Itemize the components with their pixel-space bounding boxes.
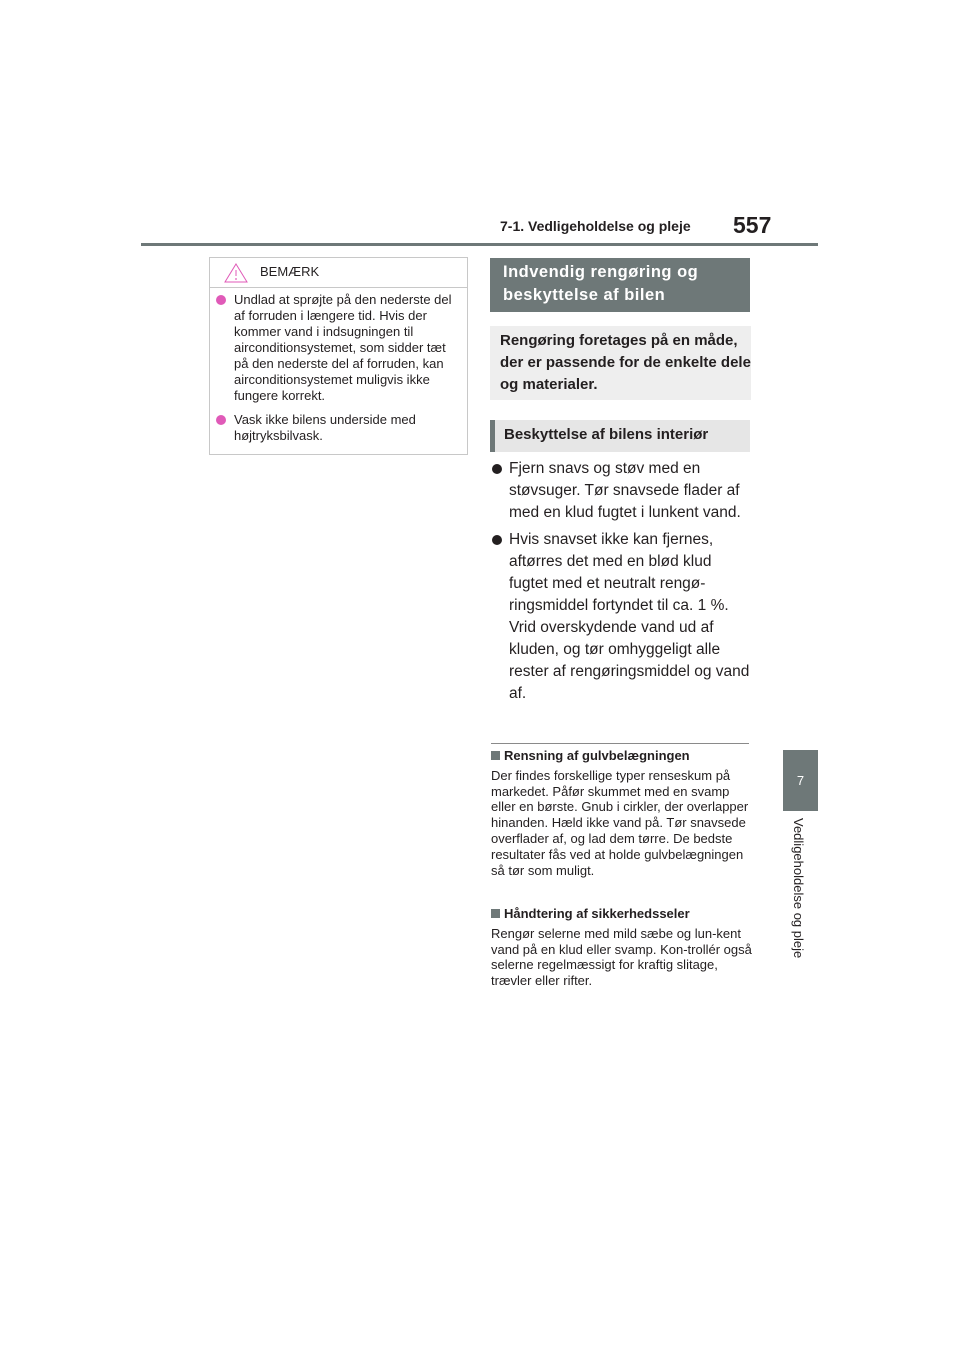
list-item (491, 529, 753, 705)
notice-item-text: Undlad at sprøjte på den nederste del af forruden i længere tid. Hvis der kommer vand i indsugningen til airconditionsystemet, som sidder tæt på den nederste del af forruden, kan airconditionsystemet muligvis ikke fungere korrekt. (234, 292, 452, 403)
belts-section (491, 906, 753, 989)
belts-text: Rengør selerne med mild sæbe og lun-kent vand på en klud eller svamp. Kon-trollér også selerne regelmæssigt for kraftig slitage, trævler eller rifter. (491, 925, 752, 989)
floor-heading (491, 748, 753, 764)
floor-section (491, 748, 753, 878)
list-item (491, 458, 753, 524)
bullet-dot-icon (216, 295, 226, 305)
belts-heading (491, 906, 753, 922)
notice-item (216, 412, 457, 444)
warning-triangle-icon (224, 263, 248, 283)
intro-box: Rengøring foretages på en måde, der er passende for de enkelte dele og materialer. (490, 326, 751, 400)
floor-heading-text: Rensning af gulvbelægningen (504, 748, 690, 763)
notice-item-text: Vask ikke bilens underside med højtryksbilvask. (234, 412, 416, 443)
chapter-header-title: 7-1. Vedligeholdelse og pleje (500, 218, 691, 234)
notice-box (209, 257, 468, 455)
bullet-list (491, 458, 753, 710)
square-bullet-icon (491, 909, 500, 918)
list-item-text: Fjern snavs og støv med en støvsuger. Tør snavsede flader af med en klud fugtet i lunkent vand. (509, 460, 741, 521)
bullet-dot-icon (216, 415, 226, 425)
square-bullet-icon (491, 751, 500, 760)
divider (491, 743, 749, 744)
notice-item (216, 292, 457, 404)
subheading: Beskyttelse af bilens interiør (490, 420, 750, 452)
belts-heading-text: Håndtering af sikkerhedsseler (504, 906, 690, 921)
header-rule (141, 243, 818, 246)
bullet-dot-icon (492, 464, 502, 474)
section-heading: Indvendig rengøring og beskyttelse af bilen (490, 258, 750, 312)
list-item-text: Hvis snavset ikke kan fjernes, aftørres det med en blød klud fugtet med et neutralt rengø-ringsmiddel fortyndet til ca. 1 %. Vrid overskydende vand ud af kluden, og tør omhyggeligt alle rester af rengøringsmiddel og vand af. (509, 531, 750, 702)
notice-header (210, 258, 467, 288)
floor-text: Der findes forskellige typer renseskum på markedet. Påfør skummet med en svamp eller en børste. Gnub i cirkler, der overlapper hinanden. Hæld ikke vand på. Tør snavsede overflader af, og lad dem tørre. De bedste resultater fås ved at holde gulvbelægningen så tør som muligt. (491, 767, 749, 878)
chapter-tab[interactable] (783, 750, 818, 811)
chapter-side-title: Vedligeholdelse og pleje (791, 818, 806, 959)
notice-label: BEMÆRK (260, 264, 320, 279)
bullet-dot-icon (492, 535, 502, 545)
page-number: 557 (733, 212, 772, 238)
chapter-tab-number: 7 (796, 773, 805, 788)
